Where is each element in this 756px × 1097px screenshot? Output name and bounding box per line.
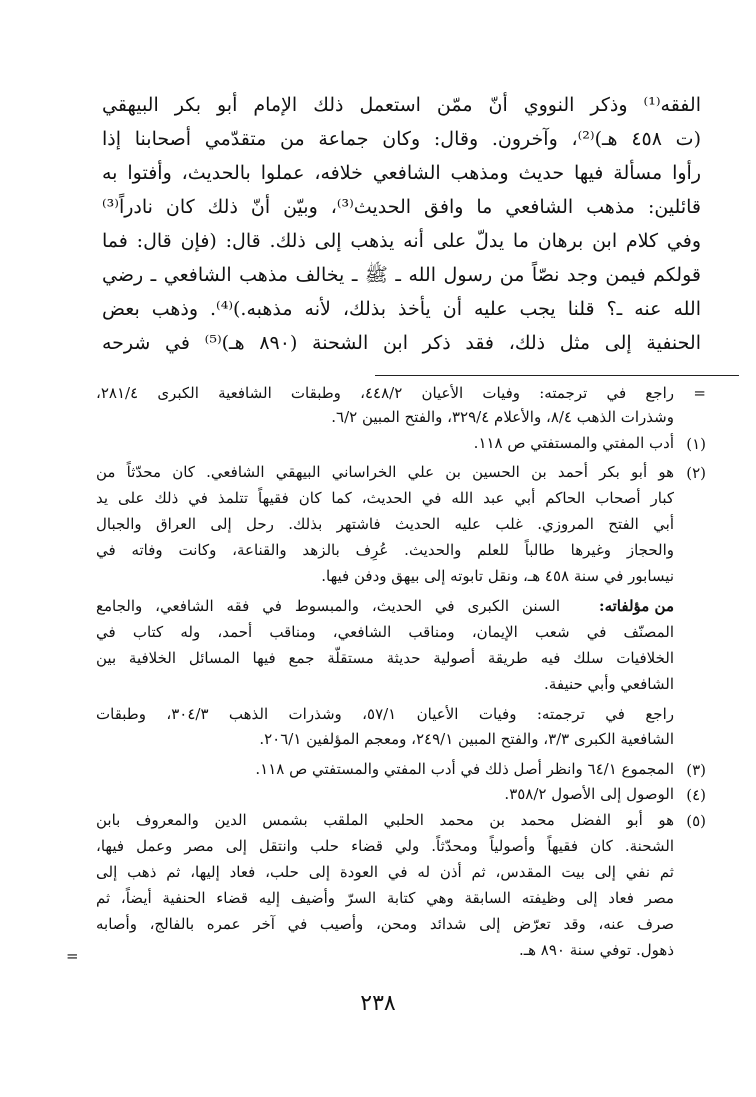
main-text-line: رأوا مسألة فيها حديث ومذهب الشافعي خلافه، عملوا بالحديث، وأفتوا به: [102, 162, 701, 184]
footnote-separator: [375, 375, 739, 376]
footnote-number: (٢): [686, 464, 706, 482]
footnote-line: الشافعي وأبي حنيفة.: [544, 675, 674, 693]
footnote-line: السنن الكبرى في الحديث، والمبسوط في فقه الشافعي، والجامع: [96, 597, 560, 615]
main-text-line: وفي كلام ابن برهان ما يدلّ على أنه يذهب إلى ذلك. قال: (فإن قال: فما: [102, 230, 701, 252]
footnote-line: مصر فعاد إلى وظيفته السابقة وهي كتابة السرّ وأضيف إليه قضاء الحنفية أيضاً، ثم: [96, 889, 674, 907]
footnote-line: وشذرات الذهب ٨/٤، والأعلام ٣٢٩/٤، والفتح المبين ٦/٢.: [331, 408, 674, 426]
footnote-number: (١): [686, 435, 706, 453]
footnote-number: (٤): [686, 786, 706, 804]
footnote-line: الوصول إلى الأصول ٣٥٨/٢.: [504, 785, 674, 803]
page-number: ٢٣٨: [360, 991, 396, 1016]
footnote-line: أدب المفتي والمستفتي ص ١١٨.: [473, 434, 674, 452]
footnote-line: هو أبو الفضل محمد بن محمد الحلبي الملقب بشمس الدين والمعروف بابن: [96, 811, 674, 829]
main-text-line: (ت ٤٥٨ هـ)⁽²⁾، وآخرون. وقال: وكان جماعة من متقدّمي أصحابنا إذا: [102, 128, 701, 150]
main-text-line: الحنفية إلى مثل ذلك، فقد ذكر ابن الشحنة (٨٩٠ هـ)⁽⁵⁾ في شرحه: [102, 332, 701, 354]
footnote-line: هو أبو بكر أحمد بن الحسين بن علي الخراساني البيهقي الشافعي. كان محدّثاً من: [96, 463, 674, 481]
main-text-line: الله عنه ـ؟ قلنا يجب عليه أن يأخذ بذلك، لأنه مذهبه.)⁽⁴⁾. وذهب بعض: [102, 298, 701, 320]
main-text-line: الفقه⁽¹⁾ وذكر النووي أنّ ممّن استعمل ذلك الإمام أبو بكر البيهقي: [102, 94, 701, 116]
footnote-line: والحجاز وغيرها طالباً للعلم والحديث. عُرِف بالزهد والقناعة، وكانت وفاته في: [96, 541, 674, 559]
footnote-line: نيسابور في سنة ٤٥٨ هـ، ونقل تابوته إلى بيهق ودفن فيها.: [321, 567, 674, 585]
continuation-mark: =: [693, 384, 706, 402]
continuation-mark: =: [66, 947, 79, 965]
footnote-number: (٥): [686, 812, 706, 830]
footnote-line: الخلافيات سلك فيه طريقة أصولية حديثة مستقلّة جمع فيها المسائل الخلافية بين: [96, 649, 674, 667]
footnote-line: المصنّف في شعب الإيمان، ومناقب الشافعي، ومناقب أحمد، وله كتاب في: [96, 623, 674, 641]
footnote-line: ثم نفي إلى بيت المقدس، ثم أذن له في العودة إلى حلب، فعاد إليها، ثم ذهب إلى: [96, 863, 674, 881]
footnote-line: كبار أصحاب الحاكم أبي عبد الله في الحديث، كما كان فقيهاً تتلمذ في ذلك على يد: [96, 489, 674, 507]
footnote-line: الشافعية الكبرى ٣/٣، والفتح المبين ٢٤٩/١، ومعجم المؤلفين ٢٠٦/١.: [259, 730, 674, 748]
footnote-line: ذهول. توفي سنة ٨٩٠ هـ.: [518, 941, 674, 959]
main-text-line: قائلين: مذهب الشافعي ما وافق الحديث⁽³⁾، وبيّن أنّ ذلك كان نادراً⁽³⁾: [102, 196, 701, 218]
main-text-line: قولكم فيمن وجد نصّاً من رسول الله ـ ﷺ ـ يخالف مذهب الشافعي ـ رضي: [102, 264, 701, 286]
footnote-line: المجموع ٦٤/١ وانظر أصل ذلك في أدب المفتي والمستفتي ص ١١٨.: [255, 760, 674, 778]
footnote-line: الشحنة. كان فقيهاً وأصولياً ومحدّثاً. ولي قضاء حلب وانتقل إلى مصر وعمل فيها،: [96, 837, 674, 855]
footnote-line: صرف عنه، وقد تعرّض إلى شدائد ومحن، وأصيب في آخر عمره بالفالج، وأصابه: [96, 915, 674, 933]
footnote-subheading: من مؤلفاته:: [599, 597, 674, 615]
footnote-line: أبي الفتح المروزي. غلب عليه الحديث فاشتهر بذلك. رحل إلى العراق والجبال: [96, 515, 674, 533]
footnote-line: راجع في ترجمته: وفيات الأعيان ٥٧/١، وشذرات الذهب ٣٠٤/٣، وطبقات: [96, 705, 674, 723]
footnote-number: (٣): [686, 761, 706, 779]
footnote-line: راجع في ترجمته: وفيات الأعيان ٤٤٨/٢، وطبقات الشافعية الكبرى ٢٨١/٤،: [96, 384, 674, 402]
